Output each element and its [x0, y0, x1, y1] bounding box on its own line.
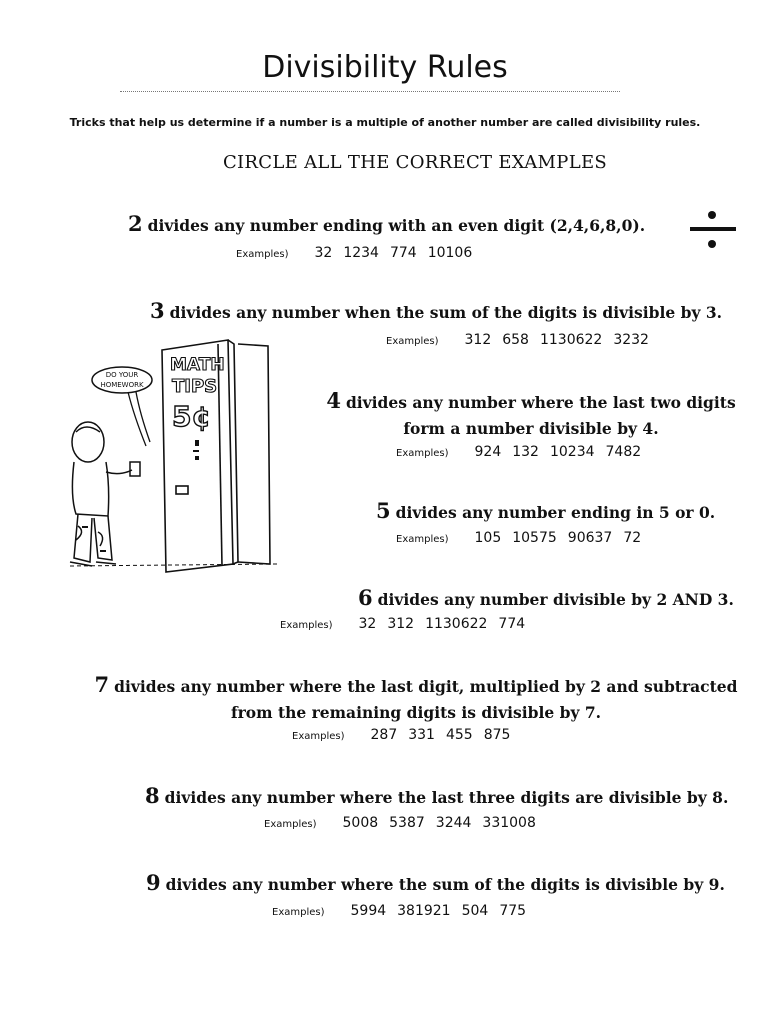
examples-label: Examples) [264, 819, 317, 830]
example-number[interactable]: 5994 [350, 903, 387, 919]
examples-label: Examples) [292, 731, 345, 742]
example-number[interactable]: 312 [387, 616, 415, 632]
rule-text: divides any number where the last digit, multiplied by 2 and subtracted from the remaining digits is divisible by 7. [114, 677, 738, 722]
example-number[interactable]: 5387 [389, 815, 425, 831]
rule-3-examples [386, 332, 660, 348]
rule-8 [145, 783, 728, 811]
rule-4 [308, 388, 754, 442]
rule-text: divides any number ending in 5 or 0. [395, 503, 716, 522]
rule-5-examples [396, 530, 652, 546]
examples-label: Examples) [272, 907, 325, 918]
rule-6-examples [280, 616, 536, 632]
rule-number: 9 [146, 870, 161, 895]
rule-9-examples [272, 903, 537, 919]
rule-4-examples [396, 444, 652, 460]
rule-text: divides any number where the last two digits form a number divisible by 4. [345, 393, 736, 438]
example-number[interactable]: 3244 [435, 815, 472, 831]
title-underline [120, 91, 620, 92]
rule-number: 7 [94, 672, 110, 697]
rule-5 [376, 498, 715, 526]
example-number[interactable]: 90637 [567, 530, 613, 546]
rule-7 [78, 672, 754, 726]
rule-text: divides any number where the sum of the digits is divisible by 9. [165, 875, 725, 894]
examples-label: Examples) [280, 620, 333, 631]
example-number[interactable]: 774 [498, 616, 526, 632]
example-number[interactable]: 287 [370, 727, 398, 743]
example-number[interactable]: 32 [358, 616, 377, 632]
math-tips-vending-machine-cartoon [68, 336, 296, 576]
rule-3 [150, 298, 722, 326]
machine-sign-line1: MATH [170, 355, 225, 375]
example-number[interactable]: 7482 [605, 444, 642, 460]
rule-number: 3 [150, 298, 165, 323]
example-number[interactable]: 775 [499, 903, 527, 919]
instruction-heading: CIRCLE ALL THE CORRECT EXAMPLES [222, 152, 608, 173]
page-subtitle: Tricks that help us determine if a number is a multiple of another number are called divisibility rules. [69, 116, 701, 129]
example-number[interactable]: 924 [474, 444, 502, 460]
example-number[interactable]: 1130622 [539, 332, 603, 348]
example-number[interactable]: 72 [623, 530, 642, 546]
division-sign-icon [690, 206, 736, 254]
examples-label: Examples) [236, 249, 289, 260]
example-number[interactable]: 331 [408, 727, 435, 743]
example-number[interactable]: 10575 [512, 530, 557, 546]
rule-text: divides any number ending with an even digit (2,4,6,8,0). [147, 216, 646, 235]
examples-label: Examples) [386, 336, 439, 347]
rule-7-examples [292, 727, 521, 743]
example-number[interactable]: 5008 [342, 815, 379, 831]
examples-label: Examples) [396, 448, 449, 459]
example-number[interactable]: 105 [474, 530, 502, 546]
rule-text: divides any number where the last three digits are divisible by 8. [164, 788, 729, 807]
speech-bubble-line2: HOMEWORK [100, 381, 144, 389]
rule-2 [128, 211, 645, 239]
example-number[interactable]: 312 [464, 332, 492, 348]
machine-sign-line2: TIPS [172, 376, 218, 397]
rule-number: 8 [145, 783, 160, 808]
rule-8-examples [264, 815, 547, 831]
example-number[interactable]: 381921 [397, 903, 451, 919]
page-title: Divisibility Rules [262, 50, 508, 85]
example-number[interactable]: 331008 [482, 815, 536, 831]
rule-text: divides any number divisible by 2 AND 3. [377, 590, 734, 609]
example-number[interactable]: 3232 [613, 332, 649, 348]
example-number[interactable]: 875 [483, 727, 511, 743]
rule-number: 4 [326, 388, 341, 413]
rule-number: 6 [358, 585, 373, 610]
rule-number: 5 [376, 498, 391, 523]
example-number[interactable]: 1130622 [425, 616, 488, 632]
machine-price: 5¢ [172, 400, 211, 433]
rule-6 [358, 585, 734, 613]
rule-text: divides any number when the sum of the digits is divisible by 3. [169, 303, 723, 322]
example-number[interactable]: 774 [389, 245, 417, 261]
example-number[interactable]: 658 [502, 332, 529, 348]
speech-bubble-line1: DO YOUR [105, 371, 139, 379]
example-number[interactable]: 10106 [427, 245, 473, 261]
example-number[interactable]: 504 [461, 903, 489, 919]
example-number[interactable]: 10234 [549, 444, 595, 460]
rule-number: 2 [128, 211, 143, 236]
example-number[interactable]: 132 [512, 444, 539, 460]
example-number[interactable]: 1234 [343, 245, 379, 261]
example-number[interactable]: 455 [445, 727, 473, 743]
rule-9 [146, 870, 725, 898]
rule-2-examples [236, 245, 483, 261]
examples-label: Examples) [396, 534, 449, 545]
example-number[interactable]: 32 [314, 245, 333, 261]
